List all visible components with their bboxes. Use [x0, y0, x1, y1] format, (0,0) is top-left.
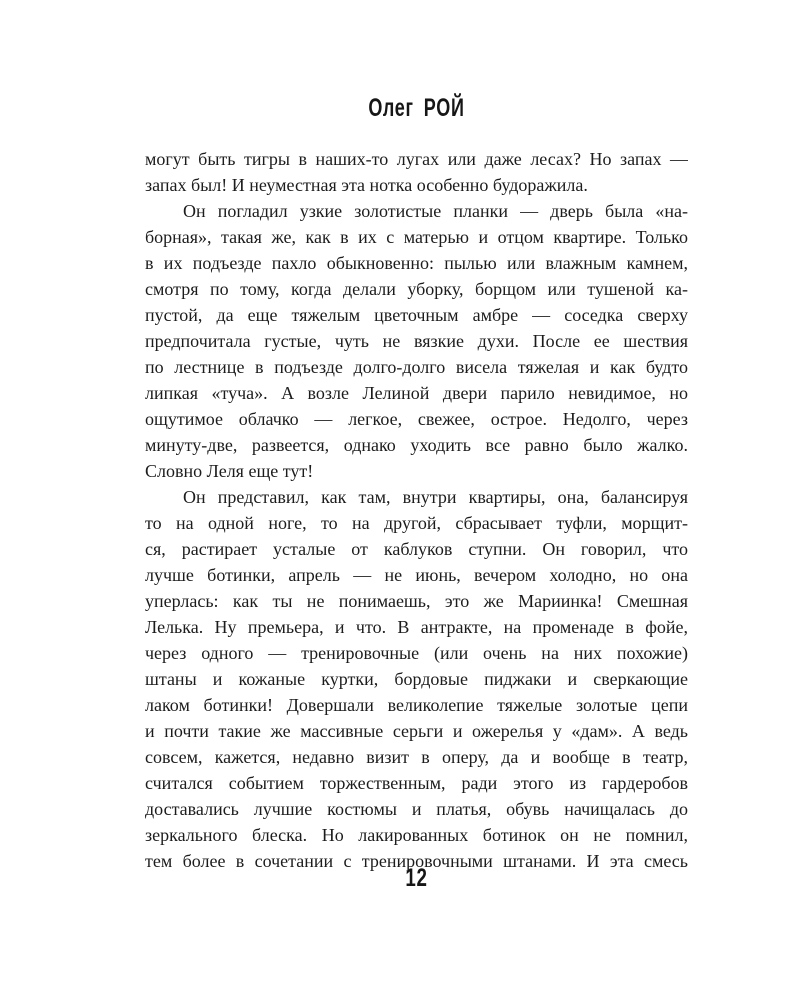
text-line: то на одной ноге, то на другой, сбрасывает туфли, морщит- — [145, 513, 688, 533]
text-line: Словно Леля еще тут! — [145, 461, 314, 481]
text-line: тем более в сочетании с тренировочными штанами. И эта смесь — [145, 851, 688, 871]
text-line: через одного — тренировочные (или очень на них похожие) — [145, 643, 688, 663]
text-line: минуту-две, развеется, однако уходить все равно было жалко. — [145, 435, 688, 455]
text-line: совсем, кажется, недавно визит в оперу, да и вообще в театр, — [145, 747, 688, 767]
text-line: борная», такая же, как в их с матерью и отцом квартире. Только — [145, 227, 688, 247]
text-line: запах был! И неуместная эта нотка особенно будоражила. — [145, 175, 588, 195]
text-line: ся, растирает усталые от каблуков ступни. Он говорил, что — [145, 539, 688, 559]
page-number: 12 — [405, 864, 428, 892]
text-line: Лелька. Ну премьера, и что. В антракте, на променаде в фойе, — [145, 617, 688, 637]
text-line: зеркального блеска. Но лакированных ботинок он не помнил, — [145, 825, 688, 845]
text-line: уперлась: как ты не понимаешь, это же Мариинка! Смешная — [145, 591, 688, 611]
text-line: и почти такие же массивные серьги и ожерелья у «дам». А ведь — [145, 721, 688, 741]
running-head-author: Олег РОЙ — [368, 94, 465, 122]
text-line: пустой, да еще тяжелым цветочным амбре — соседка сверху — [145, 305, 688, 325]
text-line: могут быть тигры в наших-то лугах или даже лесах? Но запах — — [145, 149, 688, 169]
text-line: доставались лучшие костюмы и платья, обувь начищалась до — [145, 799, 688, 819]
text-line: в их подъезде пахло обыкновенно: пылью или влажным камнем, — [145, 253, 688, 273]
text-line: предпочитала густые, чуть не вязкие духи. После ее шествия — [145, 331, 688, 351]
text-line: липкая «туча». А возле Лелиной двери парило невидимое, но — [145, 383, 688, 403]
text-line: Он погладил узкие золотистые планки — дверь была «на- — [183, 201, 688, 221]
text-line: ощутимое облачко — легкое, свежее, острое. Недолго, через — [145, 409, 688, 429]
text-block — [145, 146, 688, 874]
text-line: лучше ботинки, апрель — не июнь, вечером холодно, но она — [145, 565, 688, 585]
text-line: лаком ботинки! Довершали великолепие тяжелые золотые цепи — [145, 695, 688, 715]
text-line: по лестнице в подъезде долго-долго висела тяжелая и как будто — [145, 357, 688, 377]
text-line: штаны и кожаные куртки, бордовые пиджаки и сверкающие — [145, 669, 688, 689]
text-line: смотря по тому, когда делали уборку, борщом или тушеной ка- — [145, 279, 688, 299]
text-line: Он представил, как там, внутри квартиры, она, балансируя — [183, 487, 688, 507]
text-line: считался событием торжественным, ради этого из гардеробов — [145, 773, 688, 793]
